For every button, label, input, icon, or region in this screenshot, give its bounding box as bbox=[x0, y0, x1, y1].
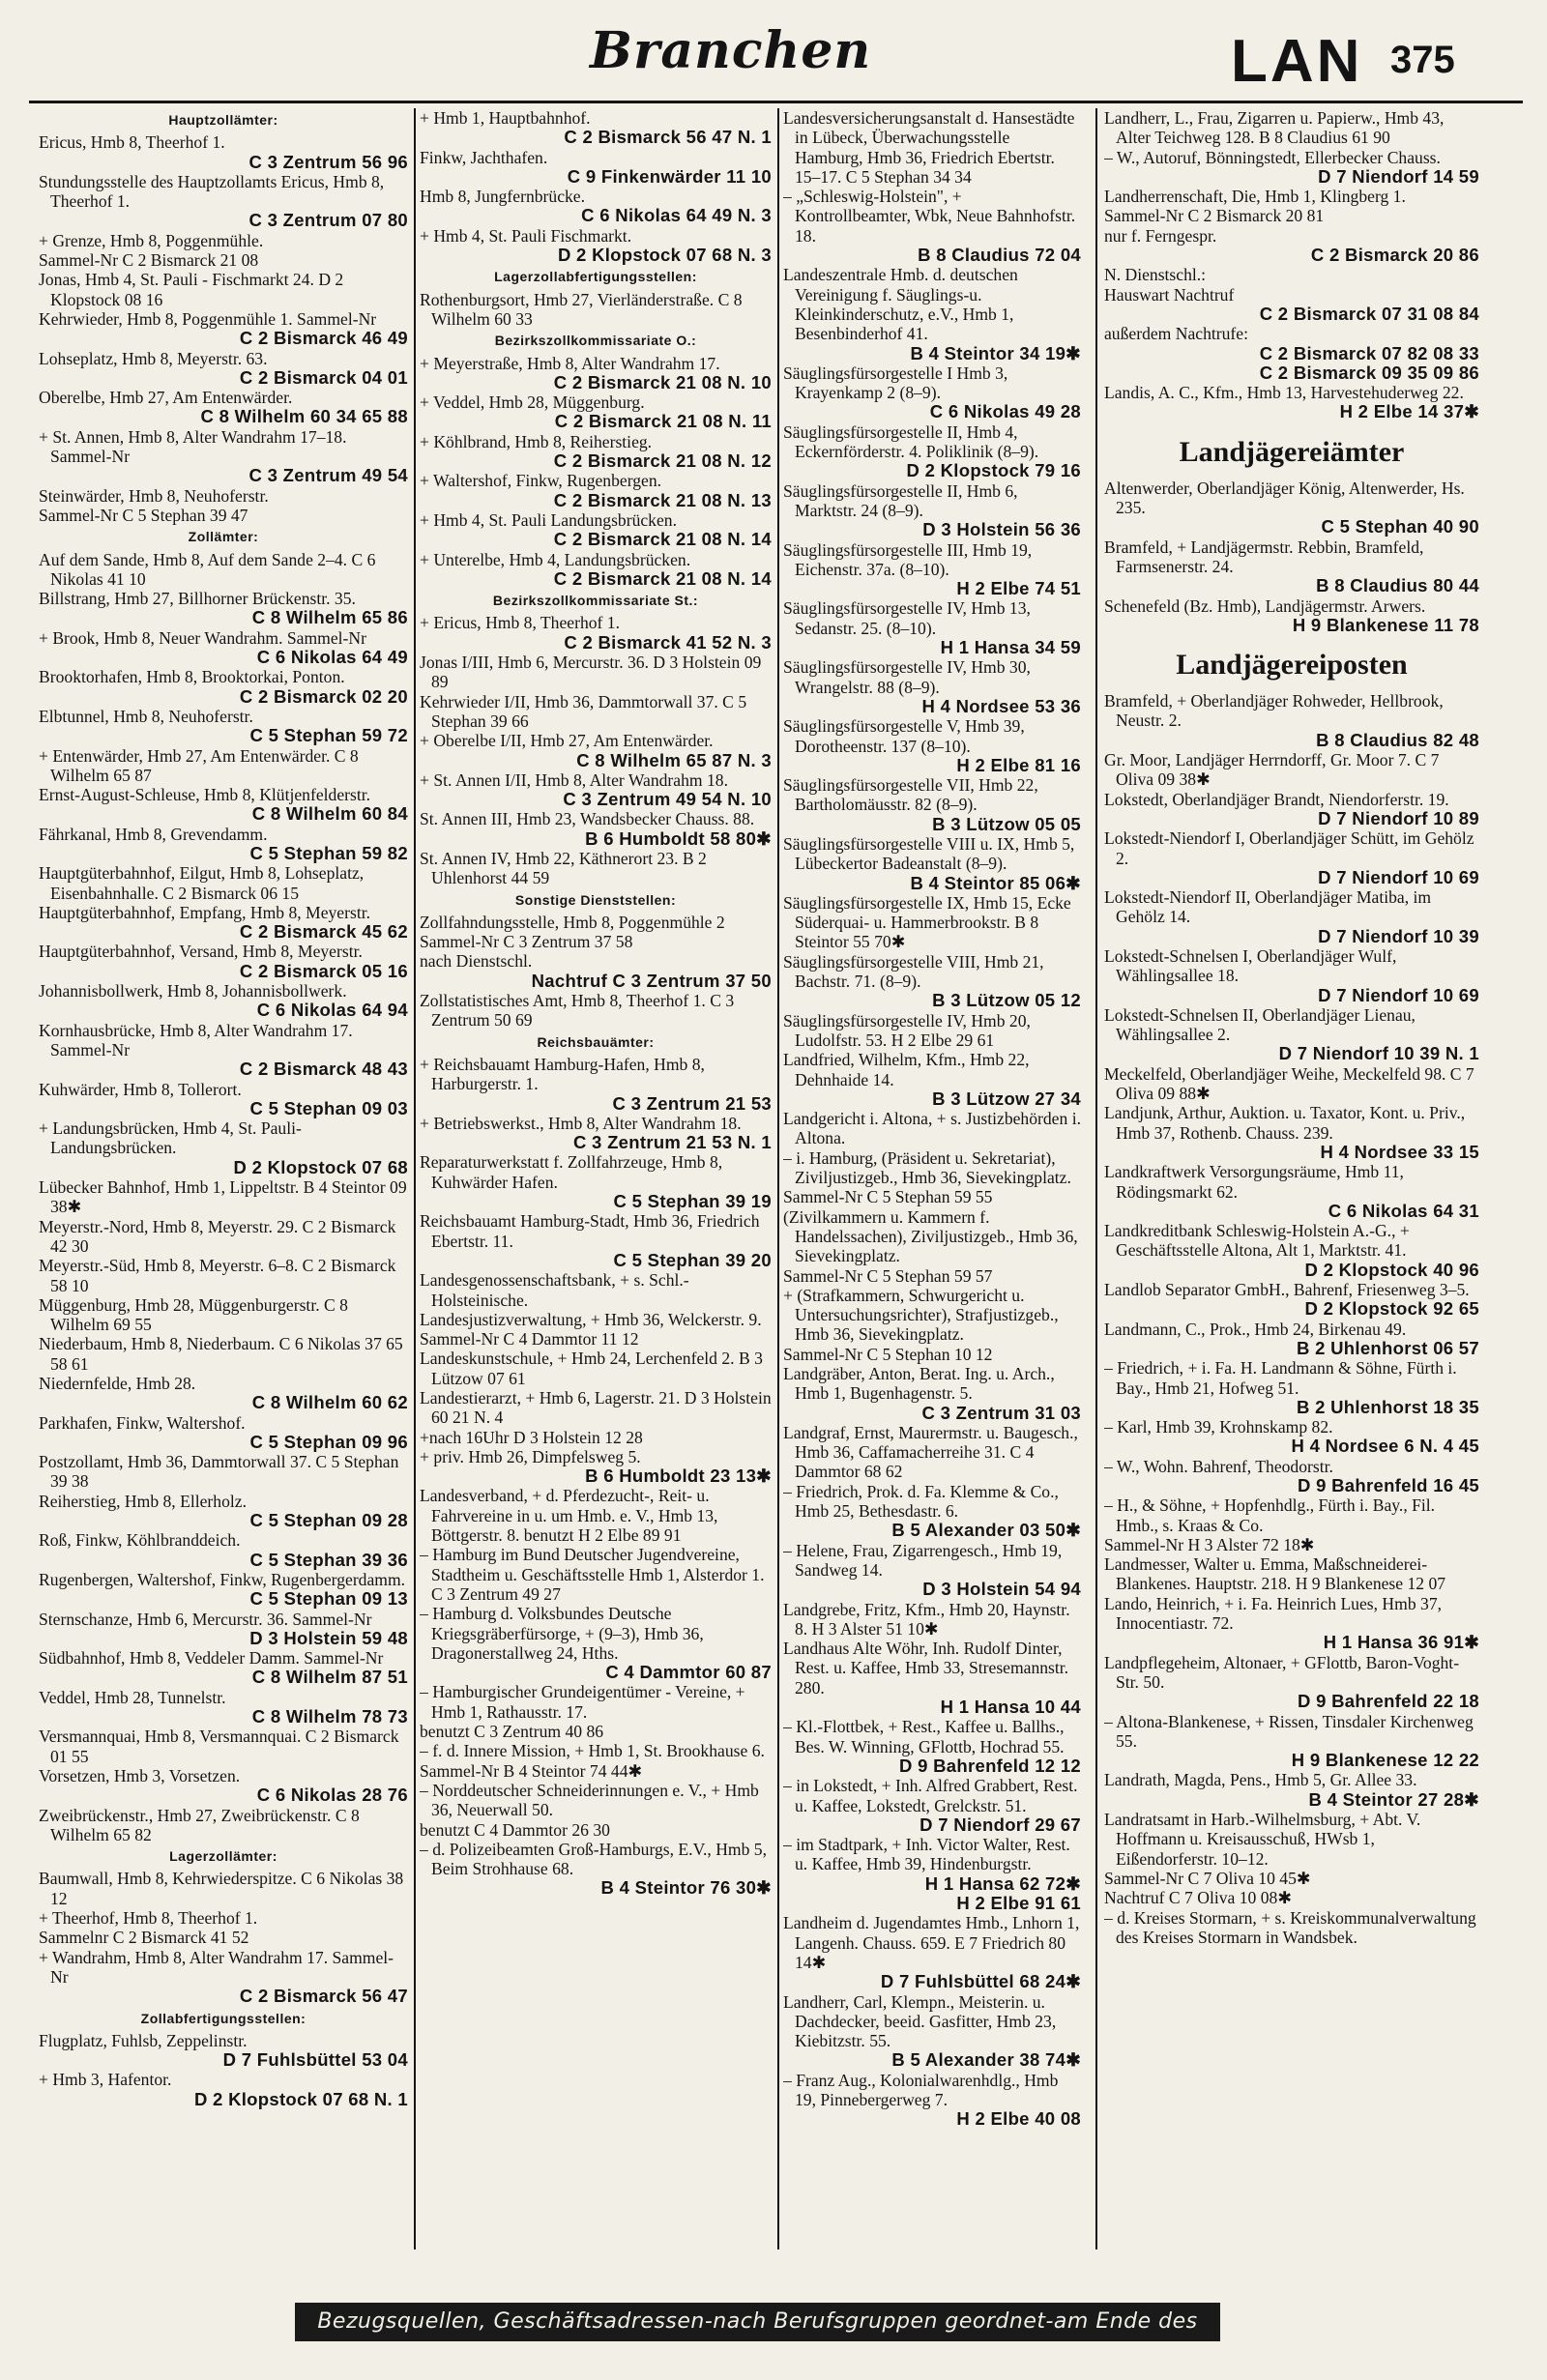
directory-entry: Landjunk, Arthur, Auktion. u. Taxator, Kont. u. Priv., Hmb 37, Rothenb. Chauss. 239. bbox=[1104, 1103, 1466, 1143]
directory-entry: + Ericus, Hmb 8, Theerhof 1. bbox=[420, 613, 620, 633]
directory-entry: – Karl, Hmb 39, Krohnskamp 82. bbox=[1104, 1417, 1333, 1437]
directory-entry: Säuglingsfürsorgestelle I Hmb 3, Krayenkamp 2 (8–9). bbox=[783, 363, 1008, 403]
phone-number: B 4 Steintor 27 28✱ bbox=[1308, 1788, 1479, 1810]
directory-entry: Sammel-Nr C 2 Bismarck 21 08 bbox=[39, 250, 259, 271]
directory-entry: Zollstatistisches Amt, Hmb 8, Theerhof 1. C 3 Zentrum 50 69 bbox=[420, 991, 735, 1030]
phone-number: C 2 Bismarck 56 47 bbox=[239, 1986, 408, 2007]
directory-entry: Oberelbe, Hmb 27, Am Entenwärder. bbox=[39, 388, 293, 408]
directory-entry: + Reichsbauamt Hamburg-Hafen, Hmb 8, Harburgerstr. 1. bbox=[420, 1054, 705, 1094]
directory-entry: + Hmb 4, St. Pauli Landungsbrücken. bbox=[420, 509, 677, 530]
directory-entry: Säuglingsfürsorgestelle III, Hmb 19, Eichenstr. 37a. (8–10). bbox=[783, 539, 1033, 579]
directory-entry: – W., Autoruf, Bönningstedt, Ellerbecker Chauss. bbox=[1104, 147, 1441, 167]
phone-number: H 2 Elbe 81 16 bbox=[956, 754, 1081, 775]
phone-number: H 1 Hansa 10 44 bbox=[940, 1697, 1081, 1718]
column-divider bbox=[1095, 108, 1097, 2249]
phone-number: C 2 Bismarck 07 82 08 33 bbox=[1259, 342, 1479, 363]
directory-entry: Niedernfelde, Hmb 28. bbox=[39, 1374, 196, 1393]
branchen-logo: Branchen bbox=[590, 21, 872, 80]
index-letters: LAN bbox=[1231, 28, 1363, 95]
directory-entry: – f. d. Innere Mission, + Hmb 1, St. Brookhause 6. bbox=[420, 1741, 765, 1761]
directory-entry: + Oberelbe I/II, Hmb 27, Am Entenwärder. bbox=[420, 731, 714, 751]
phone-number: H 1 Hansa 34 59 bbox=[940, 637, 1081, 658]
section-title: Landjägereiposten bbox=[1176, 649, 1408, 682]
directory-entry: Lokstedt, Oberlandjäger Brandt, Niendorferstr. 19. bbox=[1104, 789, 1449, 809]
directory-entry: – H., & Söhne, + Hopfenhdlg., Fürth i. Bay., Fil. Hmb., s. Kraas & Co. bbox=[1104, 1495, 1436, 1535]
directory-entry: Hauptgüterbahnhof, Empfang, Hmb 8, Meyerstr. bbox=[39, 902, 371, 922]
phone-number: B 2 Uhlenhorst 18 35 bbox=[1296, 1396, 1479, 1417]
phone-number: C 6 Nikolas 49 28 bbox=[929, 401, 1081, 422]
phone-number: C 6 Nikolas 28 76 bbox=[256, 1785, 408, 1806]
phone-number: D 2 Klopstock 92 65 bbox=[1304, 1298, 1479, 1320]
phone-number: C 3 Zentrum 56 96 bbox=[248, 151, 408, 172]
directory-entry: Landgraf, Ernst, Maurermstr. u. Baugesch., Hmb 36, Caffamacherreihe 31. C 4 Dammtor 68 62 bbox=[783, 1422, 1078, 1482]
directory-entry: St. Annen III, Hmb 23, Wandsbecker Chauss. 88. bbox=[420, 809, 755, 829]
phone-number: B 3 Lützow 05 12 bbox=[932, 990, 1081, 1011]
phone-number: C 5 Stephan 59 72 bbox=[249, 725, 408, 746]
phone-number: D 3 Holstein 59 48 bbox=[249, 1627, 408, 1648]
directory-entry: Baumwall, Hmb 8, Kehrwiederspitze. C 6 Nikolas 38 12 bbox=[39, 1869, 404, 1908]
directory-entry: Kehrwieder I/II, Hmb 36, Dammtorwall 37. C 5 Stephan 39 66 bbox=[420, 691, 747, 731]
directory-entry: benutzt C 4 Dammtor 26 30 bbox=[420, 1819, 610, 1840]
directory-entry: Bramfeld, + Oberlandjäger Rohweder, Hellbrook, Neustr. 2. bbox=[1104, 691, 1444, 731]
column-divider bbox=[414, 108, 416, 2249]
page-header bbox=[0, 0, 1547, 106]
directory-entry: Landis, A. C., Kfm., Hmb 13, Harvestehuderweg 22. bbox=[1104, 383, 1464, 403]
directory-entry: Lübecker Bahnhof, Hmb 1, Lippeltstr. B 4 Steintor 09 38✱ bbox=[39, 1177, 407, 1217]
directory-entry: Landhaus Alte Wöhr, Inh. Rudolf Dinter, Rest. u. Kaffee, Hmb 33, Stresemannstr. 280. bbox=[783, 1639, 1069, 1698]
phone-number: C 9 Finkenwärder 11 10 bbox=[567, 165, 772, 187]
directory-entry: Landlob Separator GmbH., Bahrenf, Friesenweg 3–5. bbox=[1104, 1280, 1470, 1300]
directory-entry: Auf dem Sande, Hmb 8, Auf dem Sande 2–4. C 6 Nikolas 41 10 bbox=[39, 549, 376, 589]
phone-number: D 3 Holstein 56 36 bbox=[922, 519, 1081, 540]
directory-entry: Landherr, Carl, Klempn., Meisterin. u. Dachdecker, beeid. Gasfitter, Hmb 23, Kiebitzstr. 55. bbox=[783, 1991, 1057, 2051]
phone-number: C 5 Stephan 09 13 bbox=[249, 1588, 408, 1610]
directory-entry: Meckelfeld, Oberlandjäger Weihe, Meckelfeld 98. C 7 Oliva 09 88✱ bbox=[1104, 1063, 1474, 1104]
phone-number: B 8 Claudius 82 48 bbox=[1316, 729, 1479, 750]
directory-entry: Hmb 8, Jungfernbrücke. bbox=[420, 187, 586, 207]
phone-number: C 5 Stephan 39 19 bbox=[613, 1191, 772, 1212]
phone-number: C 2 Bismarck 21 08 N. 12 bbox=[553, 450, 772, 472]
phone-number: H 4 Nordsee 33 15 bbox=[1320, 1141, 1479, 1162]
directory-entry: Müggenburg, Hmb 28, Müggenburgerstr. C 8 Wilhelm 69 55 bbox=[39, 1294, 348, 1335]
directory-entry: Sammel-Nr C 5 Stephan 10 12 bbox=[783, 1344, 993, 1364]
directory-entry: – Friedrich, + i. Fa. H. Landmann & Söhne, Fürth i. Bay., Hmb 21, Hofweg 51. bbox=[1104, 1358, 1457, 1398]
phone-number: C 3 Zentrum 07 80 bbox=[248, 210, 408, 231]
phone-number: C 5 Stephan 09 03 bbox=[249, 1097, 408, 1118]
directory-entry: Jonas, Hmb 4, St. Pauli - Fischmarkt 24. D 2 Klopstock 08 16 bbox=[39, 270, 344, 309]
directory-entry: Lohseplatz, Hmb 8, Meyerstr. 63. bbox=[39, 348, 268, 368]
phone-number: B 4 Steintor 85 06✱ bbox=[910, 872, 1081, 893]
phone-number: C 5 Stephan 59 82 bbox=[249, 842, 408, 863]
directory-entry: Landeskunstschule, + Hmb 24, Lerchenfeld 2. B 3 Lützow 07 61 bbox=[420, 1349, 763, 1388]
phone-number: B 2 Uhlenhorst 06 57 bbox=[1296, 1337, 1479, 1358]
directory-entry: – Helene, Frau, Zigarrengesch., Hmb 19, Sandweg 14. bbox=[783, 1540, 1063, 1580]
directory-entry: Landpflegeheim, Altonaer, + GFlottb, Baron-Voght-Str. 50. bbox=[1104, 1652, 1460, 1692]
phone-number: B 4 Steintor 34 19✱ bbox=[910, 342, 1081, 363]
section-heading: Bezirkszollkommissariate O.: bbox=[494, 333, 697, 349]
phone-number: D 9 Bahrenfeld 16 45 bbox=[1298, 1475, 1479, 1495]
phone-number: B 8 Claudius 80 44 bbox=[1316, 575, 1479, 596]
directory-entry: Säuglingsfürsorgestelle V, Hmb 39, Dorotheenstr. 137 (8–10). bbox=[783, 716, 1025, 756]
directory-entry: Säuglingsfürsorgestelle IV, Hmb 30, Wrangelstr. 88 (8–9). bbox=[783, 657, 1031, 697]
section-heading: Bezirkszollkommissariate St.: bbox=[492, 593, 699, 609]
directory-entry: Vorsetzen, Hmb 3, Vorsetzen. bbox=[39, 1765, 241, 1785]
directory-entry: Landesversicherungsanstalt d. Hansestädte in Lübeck, Überwachungsstelle Hamburg, Hmb 36, Friedrich Ebertstr. 15–17. C 5 Stephan 34 34 bbox=[783, 108, 1075, 187]
directory-entry: Landkreditbank Schleswig-Holstein A.-G., + Geschäftsstelle Altona, Alt 1, Marktstr. 41. bbox=[1104, 1221, 1410, 1261]
directory-entry: Finkw, Jachthafen. bbox=[420, 147, 548, 167]
phone-number: H 4 Nordsee 6 N. 4 45 bbox=[1291, 1436, 1479, 1457]
directory-entry: + Köhlbrand, Hmb 8, Reiherstieg. bbox=[420, 431, 653, 451]
phone-number: B 5 Alexander 38 74✱ bbox=[891, 2049, 1081, 2071]
directory-entry: N. Dienstschl.: bbox=[1104, 265, 1207, 285]
phone-number: C 6 Nikolas 64 31 bbox=[1328, 1200, 1479, 1221]
directory-entry: Ericus, Hmb 8, Theerhof 1. bbox=[39, 132, 225, 153]
directory-entry: Meyerstr.-Nord, Hmb 8, Meyerstr. 29. C 2 Bismarck 42 30 bbox=[39, 1216, 396, 1256]
directory-entry: – Hamburg d. Volksbundes Deutsche Kriegsgräberfürsorge, + (9–3), Hmb 36, Dragonerstallweg 24, Hths. bbox=[420, 1604, 704, 1663]
section-heading: Hauptzollämter: bbox=[168, 112, 278, 128]
phone-number: D 7 Niendorf 10 89 bbox=[1318, 807, 1479, 828]
phone-number: C 8 Wilhelm 60 84 bbox=[251, 803, 408, 825]
directory-entry: – Kl.-Flottbek, + Rest., Kaffee u. Ballhs., Bes. W. Winning, GFlottb, Hochrad 55. bbox=[783, 1717, 1065, 1756]
phone-number: D 2 Klopstock 07 68 N. 1 bbox=[193, 2088, 408, 2109]
directory-entry: + Wandrahm, Hmb 8, Alter Wandrahm 17. Sammel-Nr bbox=[39, 1947, 394, 1987]
column-4 bbox=[1104, 108, 1479, 2254]
directory-entry: – d. Polizeibeamten Groß-Hamburgs, E.V., Hmb 5, Beim Strohhause 68. bbox=[420, 1839, 767, 1879]
phone-number: H 2 Elbe 40 08 bbox=[956, 2108, 1081, 2130]
directory-entry: Säuglingsfürsorgestelle IX, Hmb 15, Ecke Süderquai- u. Hammerbrookstr. B 8 Steintor 55 70✱ bbox=[783, 892, 1071, 952]
section-heading: Lagerzollämter: bbox=[169, 1848, 277, 1865]
phone-number: C 5 Stephan 39 36 bbox=[249, 1549, 408, 1570]
directory-entry: Landheim d. Jugendamtes Hmb., Lnhorn 1, Langenh. Chauss. 659. E 7 Friedrich 80 14✱ bbox=[783, 1913, 1080, 1972]
phone-number: D 2 Klopstock 07 68 N. 3 bbox=[557, 245, 772, 266]
directory-entry: +nach 16Uhr D 3 Holstein 12 28 bbox=[420, 1427, 643, 1447]
directory-entry: Sammel-Nr H 3 Alster 72 18✱ bbox=[1104, 1534, 1315, 1554]
directory-entry: Südbahnhof, Hmb 8, Veddeler Damm. Sammel-Nr bbox=[39, 1648, 384, 1669]
directory-entry: Reparaturwerkstatt f. Zollfahrzeuge, Hmb 8, Kuhwärder Hafen. bbox=[420, 1152, 723, 1192]
phone-number: C 6 Nikolas 64 49 bbox=[256, 647, 408, 668]
directory-entry: benutzt C 3 Zentrum 40 86 bbox=[420, 1722, 604, 1742]
phone-number: C 2 Bismarck 45 62 bbox=[239, 921, 408, 943]
directory-entry: – d. Kreises Stormarn, + s. Kreiskommunalverwaltung des Kreises Stormarn in Wandsbek. bbox=[1104, 1907, 1476, 1947]
directory-entry: + Veddel, Hmb 28, Müggenburg. bbox=[420, 392, 645, 413]
directory-entry: Lokstedt-Schnelsen II, Oberlandjäger Lienau, Wählingsallee 2. bbox=[1104, 1004, 1416, 1045]
directory-entry: + Landungsbrücken, Hmb 4, St. Pauli-Landungsbrücken. bbox=[39, 1118, 302, 1158]
directory-entry: Hauptgüterbahnhof, Versand, Hmb 8, Meyerstr. bbox=[39, 942, 363, 962]
directory-entry: Landesjustizverwaltung, + Hmb 36, Welckerstr. 9. bbox=[420, 1309, 762, 1329]
phone-number: H 1 Hansa 36 91✱ bbox=[1323, 1632, 1479, 1653]
directory-entry: Sammel-Nr C 2 Bismarck 20 81 bbox=[1104, 206, 1325, 226]
phone-number: D 7 Fuhlsbüttel 68 24✱ bbox=[880, 1971, 1081, 1992]
phone-number: C 3 Zentrum 49 54 N. 10 bbox=[563, 789, 772, 810]
phone-number: C 2 Bismarck 20 86 bbox=[1310, 245, 1479, 266]
phone-number: C 8 Wilhelm 65 87 N. 3 bbox=[576, 749, 772, 770]
column-1 bbox=[39, 108, 408, 2254]
phone-number: C 8 Wilhelm 60 34 65 88 bbox=[200, 406, 408, 427]
directory-entry: Landesgenossenschaftsbank, + s. Schl.-Holsteinische. bbox=[420, 1270, 689, 1310]
phone-number: H 2 Elbe 14 37✱ bbox=[1339, 401, 1479, 422]
phone-number: C 8 Wilhelm 65 86 bbox=[251, 607, 408, 628]
directory-entry: + Brook, Hmb 8, Neuer Wandrahm. Sammel-Nr bbox=[39, 627, 366, 648]
phone-number: D 9 Bahrenfeld 12 12 bbox=[899, 1755, 1081, 1776]
directory-entry: + Hmb 3, Hafentor. bbox=[39, 2070, 172, 2090]
directory-entry: Hauswart Nachtruf bbox=[1104, 284, 1235, 305]
directory-entry: Hauptgüterbahnhof, Eilgut, Hmb 8, Lohseplatz, Eisenbahnhalle. C 2 Bismarck 06 15 bbox=[39, 863, 365, 903]
directory-entry: Fährkanal, Hmb 8, Grevendamm. bbox=[39, 824, 268, 844]
phone-number: D 3 Holstein 54 94 bbox=[922, 1579, 1081, 1600]
directory-entry: Landmann, C., Prok., Hmb 24, Birkenau 49. bbox=[1104, 1319, 1407, 1339]
directory-entry: Elbtunnel, Hmb 8, Neuhoferstr. bbox=[39, 706, 253, 726]
phone-number: C 2 Bismarck 21 08 N. 14 bbox=[553, 567, 772, 589]
phone-number: D 7 Fuhlsbüttel 53 04 bbox=[222, 2049, 408, 2071]
phone-number: C 2 Bismarck 21 08 N. 14 bbox=[553, 529, 772, 550]
directory-entry: + Hmb 1, Hauptbahnhof. bbox=[420, 108, 591, 128]
directory-entry: Postzollamt, Hmb 36, Dammtorwall 37. C 5 Stephan 39 38 bbox=[39, 1452, 399, 1492]
directory-entry: – Hamburg im Bund Deutscher Jugendvereine, Stadtheim u. Geschäftsstelle Hmb 1, Alsterdor 1. C 3 Zentrum 49 27 bbox=[420, 1545, 765, 1604]
directory-entry: – i. Hamburg, (Präsident u. Sekretariat), Ziviljustizgeb., Hmb 36, Sievekingplatz. bbox=[783, 1147, 1071, 1188]
directory-entry: – „Schleswig-Holstein", + Kontrollbeamter, Wbk, Neue Bahnhofstr. 18. bbox=[783, 187, 1076, 246]
directory-entry: Säuglingsfürsorgestelle VII, Hmb 22, Bartholomäusstr. 82 (8–9). bbox=[783, 775, 1038, 815]
phone-number: C 2 Bismarck 04 01 bbox=[239, 366, 408, 388]
directory-entry: Kehrwieder, Hmb 8, Poggenmühle 1. Sammel-Nr bbox=[39, 308, 377, 329]
directory-entry: Rothenburgsort, Hmb 27, Vierländerstraße. C 8 Wilhelm 60 33 bbox=[420, 289, 743, 329]
directory-entry: Jonas I/III, Hmb 6, Mercurstr. 36. D 3 Holstein 09 89 bbox=[420, 653, 762, 692]
phone-number: C 5 Stephan 09 28 bbox=[249, 1510, 408, 1531]
phone-number: H 9 Blankenese 11 78 bbox=[1292, 614, 1479, 635]
directory-entry: Johannisbollwerk, Hmb 8, Johannisbollwerk. bbox=[39, 981, 347, 1001]
directory-entry: + Theerhof, Hmb 8, Theerhof 1. bbox=[39, 1908, 258, 1929]
phone-number: C 5 Stephan 39 20 bbox=[613, 1249, 772, 1270]
directory-entry: – Franz Aug., Kolonialwarenhdlg., Hmb 19, Pinnebergerweg 7. bbox=[783, 2070, 1059, 2109]
column-2 bbox=[420, 108, 772, 2254]
directory-entry: Lokstedt-Niendorf II, Oberlandjäger Matiba, im Gehölz 14. bbox=[1104, 887, 1432, 927]
directory-entry: + Betriebswerkst., Hmb 8, Alter Wandrahm 18. bbox=[420, 1113, 742, 1133]
directory-entry: Säuglingsfürsorgestelle II, Hmb 4, Eckernförderstr. 4. Poliklinik (8–9). bbox=[783, 421, 1039, 462]
directory-entry: außerdem Nachtrufe: bbox=[1104, 324, 1248, 344]
directory-entry: Lando, Heinrich, + i. Fa. Heinrich Lues, Hmb 37, Innocentiastr. 72. bbox=[1104, 1593, 1443, 1634]
phone-number: C 8 Wilhelm 78 73 bbox=[251, 1706, 408, 1727]
phone-number: D 2 Klopstock 79 16 bbox=[906, 460, 1081, 481]
directory-entry: Stundungsstelle des Hauptzollamts Ericus, Hmb 8, Theerhof 1. bbox=[39, 171, 385, 212]
phone-number: Nachtruf C 3 Zentrum 37 50 bbox=[531, 970, 772, 991]
phone-number: H 1 Hansa 62 72✱ bbox=[924, 1872, 1081, 1894]
directory-entry: Landherrenschaft, Die, Hmb 1, Klingberg 1. bbox=[1104, 187, 1406, 207]
phone-number: B 3 Lützow 05 05 bbox=[932, 813, 1081, 834]
directory-entry: Säuglingsfürsorgestelle VIII u. IX, Hmb 5, Lübeckertor Badeanstalt (8–9). bbox=[783, 833, 1075, 874]
directory-entry: Sternschanze, Hmb 6, Mercurstr. 36. Sammel-Nr bbox=[39, 1609, 372, 1629]
directory-entry: Brooktorhafen, Hmb 8, Brooktorkai, Ponton. bbox=[39, 667, 345, 687]
phone-number: D 7 Niendorf 29 67 bbox=[919, 1814, 1081, 1835]
directory-entry: Sammel-Nr C 4 Dammtor 11 12 bbox=[420, 1329, 639, 1350]
directory-entry: Reiherstieg, Hmb 8, Ellerholz. bbox=[39, 1491, 247, 1511]
phone-number: D 2 Klopstock 07 68 bbox=[233, 1156, 408, 1177]
phone-number: B 3 Lützow 27 34 bbox=[932, 1088, 1081, 1109]
directory-entry: Landrath, Magda, Pens., Hmb 5, Gr. Allee 33. bbox=[1104, 1770, 1417, 1790]
phone-number: C 2 Bismarck 07 31 08 84 bbox=[1259, 303, 1479, 324]
phone-number: C 3 Zentrum 21 53 N. 1 bbox=[572, 1132, 772, 1153]
directory-entry: Landesverband, + d. Pferdezucht-, Reit- u. Fahrvereine in u. um Hmb. e. V., Hmb 13, Böttgerstr. 8. benutzt H 2 Elbe 89 91 bbox=[420, 1486, 718, 1546]
directory-entry: + St. Annen, Hmb 8, Alter Wandrahm 17–18. Sammel-Nr bbox=[39, 426, 347, 467]
directory-entry: Landmesser, Walter u. Emma, Maßschneiderei-Blankenes. Hauptstr. 218. H 9 Blankenese 12 07 bbox=[1104, 1554, 1446, 1594]
phone-number: C 2 Bismarck 21 08 N. 13 bbox=[553, 489, 772, 510]
directory-entry: Säuglingsfürsorgestelle VIII, Hmb 21, Bachstr. 71. (8–9). bbox=[783, 951, 1044, 992]
directory-entry: Säuglingsfürsorgestelle IV, Hmb 20, Ludolfstr. 53. H 2 Elbe 29 61 bbox=[783, 1010, 1031, 1050]
directory-entry: + (Strafkammern, Schwurgericht u. Untersuchungsrichter), Strafjustizgeb., Hmb 36, Sievekingplatz. bbox=[783, 1285, 1059, 1345]
phone-number: C 3 Zentrum 21 53 bbox=[612, 1092, 772, 1114]
directory-entry: + Grenze, Hmb 8, Poggenmühle. bbox=[39, 230, 264, 250]
phone-number: D 7 Niendorf 10 39 N. 1 bbox=[1278, 1043, 1479, 1064]
phone-number: D 7 Niendorf 10 39 bbox=[1318, 925, 1479, 946]
directory-entry: Steinwärder, Hmb 8, Neuhoferstr. bbox=[39, 485, 269, 506]
page-number: 375 bbox=[1390, 39, 1455, 81]
phone-number: D 7 Niendorf 10 69 bbox=[1318, 866, 1479, 887]
directory-entry: Sammel-Nr C 7 Oliva 10 45✱ bbox=[1104, 1868, 1311, 1888]
directory-entry: Altenwerder, Oberlandjäger König, Altenwerder, Hs. 235. bbox=[1104, 478, 1465, 518]
phone-number: C 2 Bismarck 41 52 N. 3 bbox=[564, 631, 772, 653]
directory-entry: nur f. Ferngespr. bbox=[1104, 225, 1217, 246]
directory-entry: Ernst-August-Schleuse, Hmb 8, Klütjenfelderstr. bbox=[39, 785, 371, 805]
directory-entry: Zollfahndungsstelle, Hmb 8, Poggenmühle 2 bbox=[420, 912, 725, 932]
directory-entry: Billstrang, Hmb 27, Billhorner Brückenstr. 35. bbox=[39, 589, 356, 609]
directory-entry: + St. Annen I/II, Hmb 8, Alter Wandrahm 18. bbox=[420, 769, 728, 790]
section-heading: Reichsbauämter: bbox=[537, 1033, 655, 1050]
phone-number: D 9 Bahrenfeld 22 18 bbox=[1298, 1691, 1479, 1712]
section-heading: Lagerzollabfertigungsstellen: bbox=[494, 269, 697, 285]
phone-number: C 2 Bismarck 56 47 N. 1 bbox=[564, 127, 772, 148]
directory-entry: + Entenwärder, Hmb 27, Am Entenwärder. C 8 Wilhelm 65 87 bbox=[39, 745, 359, 785]
directory-entry: Reichsbauamt Hamburg-Stadt, Hmb 36, Friedrich Ebertstr. 11. bbox=[420, 1211, 760, 1251]
directory-entry: Roß, Finkw, Köhlbranddeich. bbox=[39, 1530, 241, 1551]
phone-number: B 5 Alexander 03 50✱ bbox=[891, 1520, 1081, 1541]
directory-entry: Sammel-Nr C 3 Zentrum 37 58 bbox=[420, 932, 633, 952]
directory-entry: Landratsamt in Harb.-Wilhelmsburg, + Abt. V. Hoffmann u. Kreisausschuß, HWsb 1, Eißendorferstr. 10–12. bbox=[1104, 1810, 1421, 1869]
phone-number: B 4 Steintor 76 30✱ bbox=[600, 1877, 772, 1899]
directory-entry: – Hamburgischer Grundeigentümer - Vereine, + Hmb 1, Rathausstr. 17. bbox=[420, 1682, 745, 1722]
directory-entry: Niederbaum, Hmb 8, Niederbaum. C 6 Nikolas 37 65 58 61 bbox=[39, 1334, 403, 1374]
phone-number: C 2 Bismarck 05 16 bbox=[239, 960, 408, 981]
directory-entry: Säuglingsfürsorgestelle II, Hmb 6, Marktstr. 24 (8–9). bbox=[783, 480, 1018, 520]
directory-entry: Flugplatz, Fuhlsb, Zeppelinstr. bbox=[39, 2030, 248, 2050]
phone-number: H 4 Nordsee 53 36 bbox=[921, 695, 1081, 716]
directory-entry: Sammelnr C 2 Bismarck 41 52 bbox=[39, 1928, 249, 1948]
directory-entry: – Altona-Blankenese, + Rissen, Tinsdaler Kirchenweg 55. bbox=[1104, 1711, 1474, 1751]
directory-entry: Meyerstr.-Süd, Hmb 8, Meyerstr. 6–8. C 2 Bismarck 58 10 bbox=[39, 1256, 396, 1295]
directory-entry: Landgrebe, Fritz, Kfm., Hmb 20, Haynstr. 8. H 3 Alster 51 10✱ bbox=[783, 1599, 1070, 1639]
directory-entry: Parkhafen, Finkw, Waltershof. bbox=[39, 1412, 246, 1433]
phone-number: C 5 Stephan 09 96 bbox=[249, 1431, 408, 1452]
directory-entry: Schenefeld (Bz. Hmb), Landjägermstr. Arwers. bbox=[1104, 595, 1426, 616]
phone-number: C 4 Dammtor 60 87 bbox=[605, 1662, 772, 1683]
phone-number: C 2 Bismarck 21 08 N. 10 bbox=[553, 371, 772, 392]
directory-entry: St. Annen IV, Hmb 22, Käthnerort 23. B 2 Uhlenhorst 44 59 bbox=[420, 848, 707, 888]
phone-number: C 8 Wilhelm 87 51 bbox=[251, 1667, 408, 1688]
phone-number: C 2 Bismarck 21 08 N. 11 bbox=[554, 411, 772, 432]
directory-entry: Landherr, L., Frau, Zigarren u. Papierw., Hmb 43, Alter Teichweg 128. B 8 Claudius 61 90 bbox=[1104, 108, 1445, 148]
directory-entry: Rugenbergen, Waltershof, Finkw, Rugenbergerdamm. bbox=[39, 1569, 406, 1589]
directory-entry: Landeszentrale Hmb. d. deutschen Vereinigung f. Säuglings-u. Kleinkinderschutz, e.V., Hmb 1, Besenbinderhof 41. bbox=[783, 265, 1018, 344]
directory-entry: Sammel-Nr C 5 Stephan 59 55 bbox=[783, 1187, 993, 1207]
directory-entry: Lokstedt-Schnelsen I, Oberlandjäger Wulf, Wählingsallee 18. bbox=[1104, 945, 1397, 986]
column-3 bbox=[783, 108, 1081, 2254]
phone-number: H 2 Elbe 74 51 bbox=[956, 578, 1081, 599]
directory-entry: – Friedrich, Prok. d. Fa. Klemme & Co., Hmb 25, Bethesdastr. 6. bbox=[783, 1481, 1059, 1522]
phone-number: C 5 Stephan 40 90 bbox=[1321, 516, 1479, 537]
directory-entry: Sammel-Nr C 5 Stephan 39 47 bbox=[39, 505, 248, 525]
phone-number: C 3 Zentrum 31 03 bbox=[921, 1402, 1081, 1423]
directory-entry: + Hmb 4, St. Pauli Fischmarkt. bbox=[420, 225, 632, 246]
section-title: Landjägereiämter bbox=[1179, 435, 1405, 468]
phone-number: C 2 Bismarck 48 43 bbox=[239, 1059, 408, 1080]
directory-entry: – Norddeutscher Schneiderinnungen e. V., + Hmb 36, Neuerwall 50. bbox=[420, 1780, 759, 1820]
directory-entry: Sammel-Nr B 4 Steintor 74 44✱ bbox=[420, 1760, 643, 1781]
phone-number: H 2 Elbe 91 61 bbox=[956, 1893, 1081, 1914]
directory-entry: Veddel, Hmb 28, Tunnelstr. bbox=[39, 1687, 226, 1707]
directory-entry: + Meyerstraße, Hmb 8, Alter Wandrahm 17. bbox=[420, 353, 720, 373]
directory-entry: Versmannquai, Hmb 8, Versmannquai. C 2 Bismarck 01 55 bbox=[39, 1727, 399, 1766]
footer-banner: Bezugsquellen, Geschäftsadressen-nach Berufsgruppen geordnet-am Ende des Buches bbox=[295, 2303, 1220, 2341]
directory-entry: Sammel-Nr C 5 Stephan 59 57 bbox=[783, 1265, 993, 1286]
directory-entry: + priv. Hmb 26, Dimpfelsweg 5. bbox=[420, 1446, 641, 1466]
directory-entry: (Zivilkammern u. Kammern f. Handelssachen), Ziviljustizgeb., Hmb 36, Sievekingplatz. bbox=[783, 1206, 1078, 1266]
phone-number: D 7 Niendorf 14 59 bbox=[1318, 165, 1479, 187]
phone-number: D 7 Niendorf 10 69 bbox=[1318, 984, 1479, 1005]
directory-entry: – W., Wohn. Bahrenf, Theodorstr. bbox=[1104, 1456, 1333, 1476]
phone-number: C 2 Bismarck 09 35 09 86 bbox=[1259, 362, 1479, 383]
directory-entry: Landkraftwerk Versorgungsräume, Hmb 11, Rödingsmarkt 62. bbox=[1104, 1162, 1404, 1202]
section-heading: Zollabfertigungsstellen: bbox=[140, 2010, 306, 2026]
phone-number: B 6 Humboldt 58 80✱ bbox=[585, 827, 772, 849]
directory-entry: Landestierarzt, + Hmb 6, Lagerstr. 21. D 3 Holstein 60 21 N. 4 bbox=[420, 1388, 772, 1428]
directory-entry: + Unterelbe, Hmb 4, Landungsbrücken. bbox=[420, 549, 691, 569]
directory-entry: Säuglingsfürsorgestelle IV, Hmb 13, Sedanstr. 25. (8–10). bbox=[783, 598, 1031, 638]
directory-entry: Lokstedt-Niendorf I, Oberlandjäger Schütt, im Gehölz 2. bbox=[1104, 828, 1474, 868]
section-heading: Zollämter: bbox=[188, 529, 259, 545]
directory-entry: Gr. Moor, Landjäger Herrndorff, Gr. Moor 7. C 7 Oliva 09 38✱ bbox=[1104, 750, 1440, 790]
directory-entry: nach Dienstschl. bbox=[420, 951, 533, 972]
directory-entry: + Waltershof, Finkw, Rugenbergen. bbox=[420, 471, 662, 491]
phone-number: C 2 Bismarck 46 49 bbox=[239, 328, 408, 349]
column-divider bbox=[777, 108, 779, 2249]
phone-number: C 6 Nikolas 64 49 N. 3 bbox=[581, 205, 772, 226]
directory-entry: – in Lokstedt, + Inh. Alfred Grabbert, Rest. u. Kaffee, Lokstedt, Grelckstr. 51. bbox=[783, 1776, 1078, 1815]
phone-number: D 2 Klopstock 40 96 bbox=[1304, 1259, 1479, 1280]
header-rule bbox=[29, 101, 1523, 103]
directory-entry: Landgericht i. Altona, + s. Justizbehörden i. Altona. bbox=[783, 1109, 1081, 1148]
directory-entry: Kuhwärder, Hmb 8, Tollerort. bbox=[39, 1079, 242, 1099]
directory-entry: Nachtruf C 7 Oliva 10 08✱ bbox=[1104, 1888, 1293, 1908]
directory-entry: – im Stadtpark, + Inh. Victor Walter, Rest. u. Kaffee, Hmb 39, Hindenburgstr. bbox=[783, 1835, 1070, 1874]
directory-entry: Bramfeld, + Landjägermstr. Rebbin, Bramfeld, Farmsenerstr. 24. bbox=[1104, 537, 1424, 576]
directory-entry: Landgräber, Anton, Berat. Ing. u. Arch., Hmb 1, Bugenhagenstr. 5. bbox=[783, 1364, 1055, 1404]
directory-entry: Landfried, Wilhelm, Kfm., Hmb 22, Dehnhaide 14. bbox=[783, 1050, 1030, 1089]
phone-number: B 6 Humboldt 23 13✱ bbox=[585, 1466, 772, 1487]
directory-entry: Zweibrückenstr., Hmb 27, Zweibrückenstr. C 8 Wilhelm 65 82 bbox=[39, 1805, 360, 1844]
phone-number: C 2 Bismarck 02 20 bbox=[239, 685, 408, 707]
phone-number: H 9 Blankenese 12 22 bbox=[1291, 1750, 1479, 1771]
section-heading: Sonstige Dienststellen: bbox=[514, 891, 677, 908]
phone-number: C 8 Wilhelm 60 62 bbox=[251, 1392, 408, 1413]
phone-number: C 6 Nikolas 64 94 bbox=[256, 1000, 408, 1021]
phone-number: B 8 Claudius 72 04 bbox=[918, 245, 1081, 266]
phone-number: C 3 Zentrum 49 54 bbox=[248, 465, 408, 486]
directory-entry: Kornhausbrücke, Hmb 8, Alter Wandrahm 17. Sammel-Nr bbox=[39, 1020, 353, 1059]
